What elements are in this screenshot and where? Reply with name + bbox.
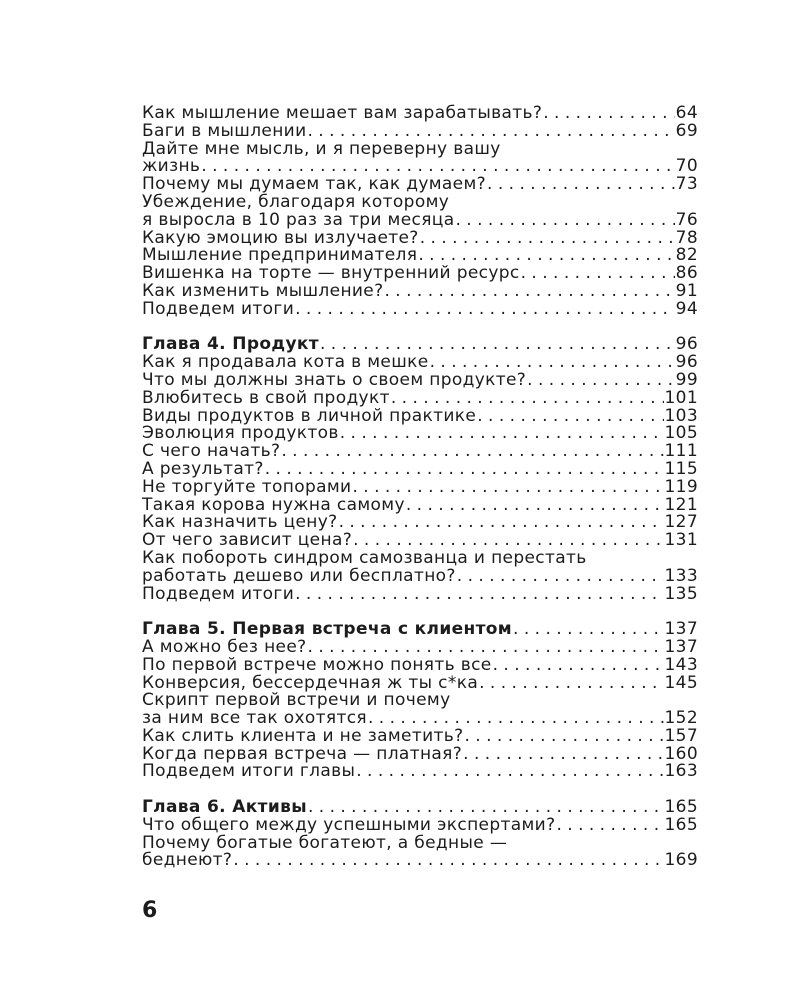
toc-page-number: 131 [664,530,698,551]
toc-page-number: 137 [664,636,698,657]
toc-page-number: 163 [664,761,698,782]
toc-page-number: 96 [675,352,698,373]
toc-page-number: 145 [664,672,698,693]
dot-leader [385,283,675,301]
toc-page-number: 157 [664,725,698,746]
dot-leader [307,123,674,141]
toc-entry[interactable] [142,209,698,230]
dot-leader [352,479,663,497]
toc-entry-title: Баги в мышлении [142,120,307,141]
table-of-contents [142,105,698,870]
toc-page-number: 82 [675,245,698,266]
toc-entry-title: Мышление предпринимателя [142,245,418,266]
dot-leader [339,514,664,532]
toc-page-number: 103 [664,405,698,426]
toc-entry-title: От чего зависит цена? [142,530,353,551]
toc-entry-title: Как назначить цену? [142,512,338,533]
dot-leader [465,728,664,746]
toc-entry-title: Как я продавала кота в мешке [142,352,429,373]
toc-entry-title: Подведем итоги [142,298,295,319]
dot-leader [391,390,664,408]
toc-page-number: 91 [675,280,698,301]
toc-entry-title: беднеют? [142,850,233,871]
toc-entry-title: я выросла в 10 раз за три месяца [142,209,455,230]
toc-page-number: 86 [675,263,698,284]
toc-page-number: 135 [664,583,698,604]
toc-page-number: 165 [664,814,698,835]
dot-leader [513,621,663,639]
toc-page-number: 69 [675,120,698,141]
toc-entry[interactable] [142,814,698,835]
toc-entry-title: Подведем итоги главы [142,761,356,782]
toc-page-number: 127 [664,512,698,533]
toc-page-number: 78 [675,227,698,248]
toc-page-number: 143 [664,654,698,675]
toc-entry-title: Глава 5. Первая встреча с клиентом [142,619,513,640]
toc-entry-title: По первой встрече можно понять все [142,654,492,675]
toc-entry-title: Как мышление мешает вам зарабатывать? [142,103,543,123]
toc-entry-title: Как слить клиента и не заметить? [142,725,464,746]
dot-leader [356,763,663,781]
dot-leader [463,746,663,764]
toc-entry-title-line[interactable]: Скрипт первой встречи и почему [142,690,451,711]
dot-leader [295,586,663,604]
toc-entry-title: Что мы должны знать о своем продукте? [142,369,527,390]
toc-entry[interactable] [142,120,698,141]
toc-page-number: 101 [664,387,698,408]
toc-page-number: 64 [675,103,698,123]
dot-leader [457,568,664,586]
toc-page-number: 111 [664,441,698,462]
toc-entry[interactable] [142,298,698,319]
dot-leader [479,675,663,693]
toc-entry-title: за ним все так охотятся [142,708,367,729]
toc-entry-title: жизнь [142,156,201,177]
toc-entry-title: Глава 6. Активы [142,797,307,818]
toc-entry-title: А можно без нее? [142,636,307,657]
toc-entry-title-line[interactable]: Почему богатые богатеют, а бедные — [142,832,508,853]
toc-entry[interactable] [142,387,698,408]
dot-leader [295,301,675,319]
toc-entry[interactable] [142,476,698,497]
toc-entry-title: Подведем итоги [142,583,295,604]
toc-entry-title: Когда первая встреча — платная? [142,743,463,764]
toc-page-number: 169 [664,850,698,871]
toc-entry-title: Не торгуйте топорами [142,476,352,497]
toc-entry-title: А результат? [142,458,264,479]
toc-entry-title: Почему мы думаем так, как думаем? [142,174,487,195]
toc-page-number: 76 [675,209,698,230]
dot-leader [281,443,663,461]
dot-leader [233,852,663,870]
toc-entry-title: Что общего между успешными экспертами? [142,814,556,835]
toc-page-number: 133 [664,565,698,586]
toc-entry[interactable] [142,852,698,870]
toc-entry-title: Глава 4. Продукт [142,334,319,355]
toc-entry-title: Вишенка на торте — внутренний ресурс [142,263,520,284]
dot-leader [406,497,664,515]
dot-leader [487,176,675,194]
toc-page-number: 73 [675,174,698,195]
toc-page-number: 115 [664,458,698,479]
toc-entry-title: Конверсия, бессердечная ж ты с*ка [142,672,479,693]
toc-page-number: 99 [675,369,698,390]
toc-page-number: 105 [664,423,698,444]
toc-entry-title-line[interactable]: Как побороть синдром самозванца и перестать [142,547,587,568]
toc-entry[interactable] [142,583,698,604]
toc-entry-title: Виды продуктов в личной практике [142,405,477,426]
toc-page-number: 160 [664,743,698,764]
dot-leader [455,212,674,230]
dot-leader [527,372,674,390]
dot-leader [556,817,663,835]
toc-entry-title-line[interactable]: Убеждение, благодаря которому [142,191,450,212]
page-number: 6 [142,898,158,923]
toc-page-number: 94 [675,298,698,319]
toc-entry-title: работать дешево или бесплатно? [142,565,456,586]
toc-page-number: 119 [664,476,698,497]
toc-page-number: 96 [675,334,698,355]
toc-entry-title: Такая корова нужна самому [142,494,405,515]
toc-entry[interactable] [142,654,698,675]
toc-entry-title: Как изменить мышление? [142,280,384,301]
dot-leader [493,657,664,675]
toc-entry-title: Влюбитесь в свой продукт [142,387,390,408]
toc-entry[interactable] [142,763,698,781]
toc-entry-title: Эволюция продуктов [142,423,339,444]
dot-leader [340,425,664,443]
toc-entry[interactable] [142,565,698,586]
dot-leader [477,408,663,426]
toc-page-number: 137 [664,619,698,640]
dot-leader [420,230,675,248]
toc-entry-title: С чего начать? [142,441,281,462]
toc-page-number: 70 [675,156,698,177]
dot-leader [543,105,674,123]
toc-entry-title: Какую эмоцию вы излучаете? [142,227,419,248]
toc-page-number: 121 [664,494,698,515]
toc-entry-title-line[interactable]: Дайте мне мысль, и я переверну вашу [142,138,501,159]
toc-page-number: 152 [664,708,698,729]
dot-leader [521,265,675,283]
toc-page-number: 165 [664,797,698,818]
